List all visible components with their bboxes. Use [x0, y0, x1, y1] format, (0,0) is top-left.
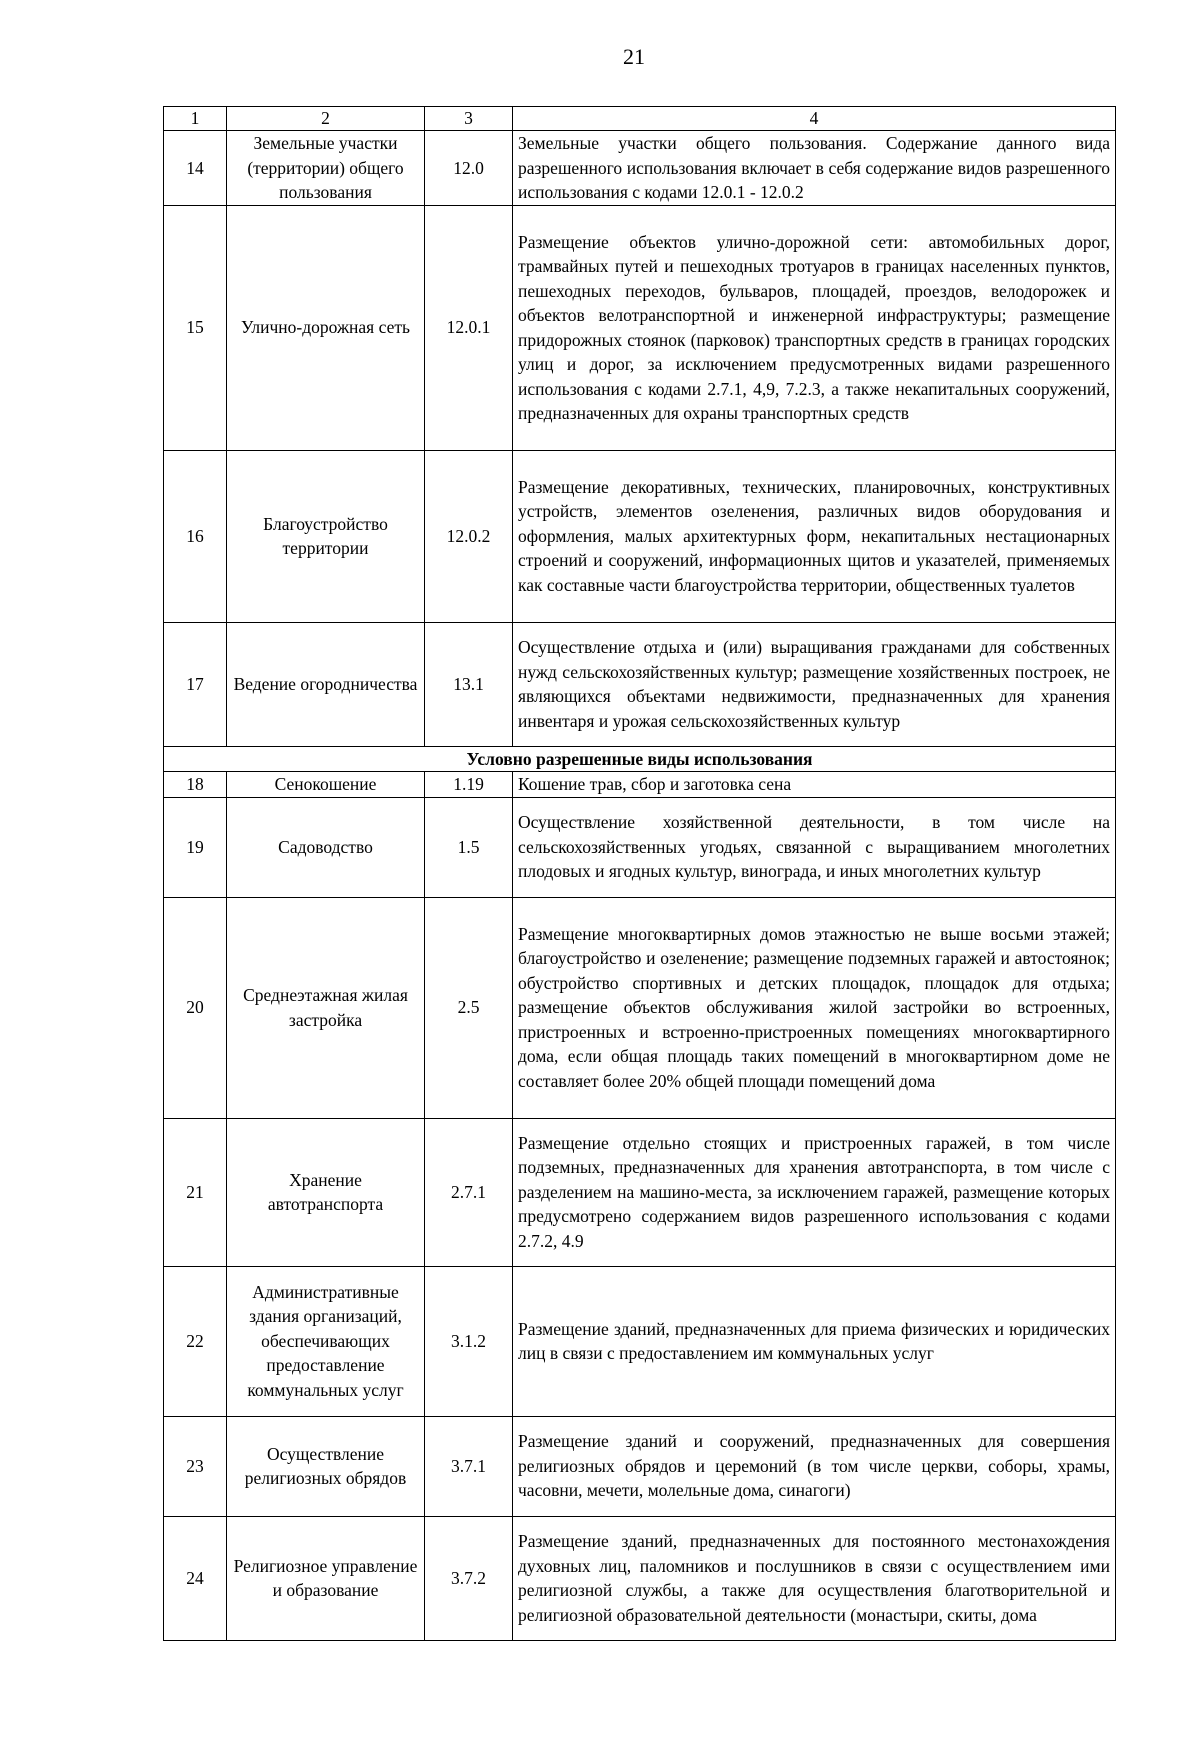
table-row	[164, 772, 1116, 798]
use-type-code: 12.0	[425, 131, 513, 206]
table-row	[164, 797, 1116, 897]
table-row	[164, 205, 1116, 450]
column-header-row	[164, 107, 1116, 131]
use-type-name: Садоводство	[227, 797, 425, 897]
use-type-description: Земельные участки общего пользования. Содержание данного вида разрешенного использования включает в себя содержание видов разрешенного использования с кодами 12.0.1 - 12.0.2	[513, 131, 1116, 206]
use-type-code: 12.0.2	[425, 450, 513, 622]
use-type-name: Среднеэтажная жилая застройка	[227, 897, 425, 1118]
use-type-description: Осуществление хозяйственной деятельности, в том числе на сельскохозяйственных угодьях, связанной с выращиванием многолетних плодовых и ягодных культур, винограда, и иных многолетних культур	[513, 797, 1116, 897]
use-type-code: 2.5	[425, 897, 513, 1118]
column-header: 4	[513, 107, 1116, 131]
use-type-description: Размещение объектов улично-дорожной сети: автомобильных дорог, трамвайных путей и пешеходных тротуаров в границах населенных пунктов, пешеходных переходов, бульваров, площадей, проездов, велодорожек и объектов велотранспортной и инженерной инфраструктуры; размещение придорожных стоянок (парковок) транспортных средств в границах городских улиц и дорог, за исключением предусмотренных видами разрешенного использования с кодами 2.7.1, 4,9, 7.2.3, а также некапитальных сооружений, предназначенных для охраны транспортных средств	[513, 205, 1116, 450]
row-number: 17	[164, 622, 227, 746]
column-header: 3	[425, 107, 513, 131]
section-title: Условно разрешенные виды использования	[164, 746, 1116, 772]
column-header: 1	[164, 107, 227, 131]
use-type-code: 13.1	[425, 622, 513, 746]
use-type-name: Осуществление религиозных обрядов	[227, 1416, 425, 1516]
table-row	[164, 622, 1116, 746]
use-type-code: 3.1.2	[425, 1266, 513, 1416]
row-number: 22	[164, 1266, 227, 1416]
row-number: 16	[164, 450, 227, 622]
table-row	[164, 1416, 1116, 1516]
use-type-name: Земельные участки (территории) общего пользования	[227, 131, 425, 206]
table-row	[164, 131, 1116, 206]
row-number: 14	[164, 131, 227, 206]
row-number: 21	[164, 1118, 227, 1266]
row-number: 23	[164, 1416, 227, 1516]
use-type-description: Размещение отдельно стоящих и пристроенных гаражей, в том числе подземных, предназначенных для хранения автотранспорта, в том числе с разделением на машино-места, за исключением гаражей, размещение которых предусмотрено содержанием видов разрешенного использования с кодами 2.7.2, 4.9	[513, 1118, 1116, 1266]
row-number: 15	[164, 205, 227, 450]
page-number: 21	[623, 44, 645, 69]
use-type-description: Размещение зданий и сооружений, предназначенных для совершения религиозных обрядов и церемоний (в том числе церкви, соборы, храмы, часовни, мечети, молельные дома, синагоги)	[513, 1416, 1116, 1516]
use-type-description: Кошение трав, сбор и заготовка сена	[513, 772, 1116, 798]
use-type-name: Ведение огородничества	[227, 622, 425, 746]
use-type-code: 3.7.1	[425, 1416, 513, 1516]
use-type-code: 1.5	[425, 797, 513, 897]
use-type-name: Улично-дорожная сеть	[227, 205, 425, 450]
row-number: 20	[164, 897, 227, 1118]
column-header: 2	[227, 107, 425, 131]
use-type-description: Размещение декоративных, технических, планировочных, конструктивных устройств, элементов озеленения, различных видов оборудования и оформления, малых архитектурных форм, некапитальных нестационарных строений и сооружений, информационных щитов и указателей, применяемых как составные части благоустройства территории, общественных туалетов	[513, 450, 1116, 622]
use-type-code: 3.7.2	[425, 1516, 513, 1640]
use-type-description: Размещение зданий, предназначенных для приема физических и юридических лиц в связи с предоставлением им коммунальных услуг	[513, 1266, 1116, 1416]
use-type-description: Осуществление отдыха и (или) выращивания гражданами для собственных нужд сельскохозяйственных культур; размещение хозяйственных построек, не являющихся объектами недвижимости, предназначенных для хранения инвентаря и урожая сельскохозяйственных культур	[513, 622, 1116, 746]
row-number: 24	[164, 1516, 227, 1640]
table-row	[164, 1266, 1116, 1416]
table-row	[164, 1516, 1116, 1640]
section-heading-row	[164, 746, 1116, 772]
use-type-name: Хранение автотранспорта	[227, 1118, 425, 1266]
use-type-name: Религиозное управление и образование	[227, 1516, 425, 1640]
use-type-description: Размещение зданий, предназначенных для постоянного местонахождения духовных лиц, паломников и послушников в связи с осуществлением ими религиозной службы, а также для осуществления благотворительной и религиозной образовательной деятельности (монастыри, скиты, дома	[513, 1516, 1116, 1640]
use-type-code: 2.7.1	[425, 1118, 513, 1266]
table-row	[164, 450, 1116, 622]
use-type-code: 1.19	[425, 772, 513, 798]
row-number: 18	[164, 772, 227, 798]
use-type-name: Административные здания организаций, обеспечивающих предоставление коммунальных услуг	[227, 1266, 425, 1416]
land-use-table	[163, 106, 1116, 1641]
table-row	[164, 1118, 1116, 1266]
use-type-name: Благоустройство территории	[227, 450, 425, 622]
table-row	[164, 897, 1116, 1118]
use-type-name: Сенокошение	[227, 772, 425, 798]
use-type-description: Размещение многоквартирных домов этажностью не выше восьми этажей; благоустройство и озеленение; размещение подземных гаражей и автостоянок; обустройство спортивных и детских площадок, площадок для отдыха; размещение объектов обслуживания жилой застройки во встроенных, пристроенных и встроенно-пристроенных помещениях многоквартирного дома, если общая площадь таких помещений в многоквартирном доме не составляет более 20% общей площади помещений дома	[513, 897, 1116, 1118]
row-number: 19	[164, 797, 227, 897]
use-type-code: 12.0.1	[425, 205, 513, 450]
